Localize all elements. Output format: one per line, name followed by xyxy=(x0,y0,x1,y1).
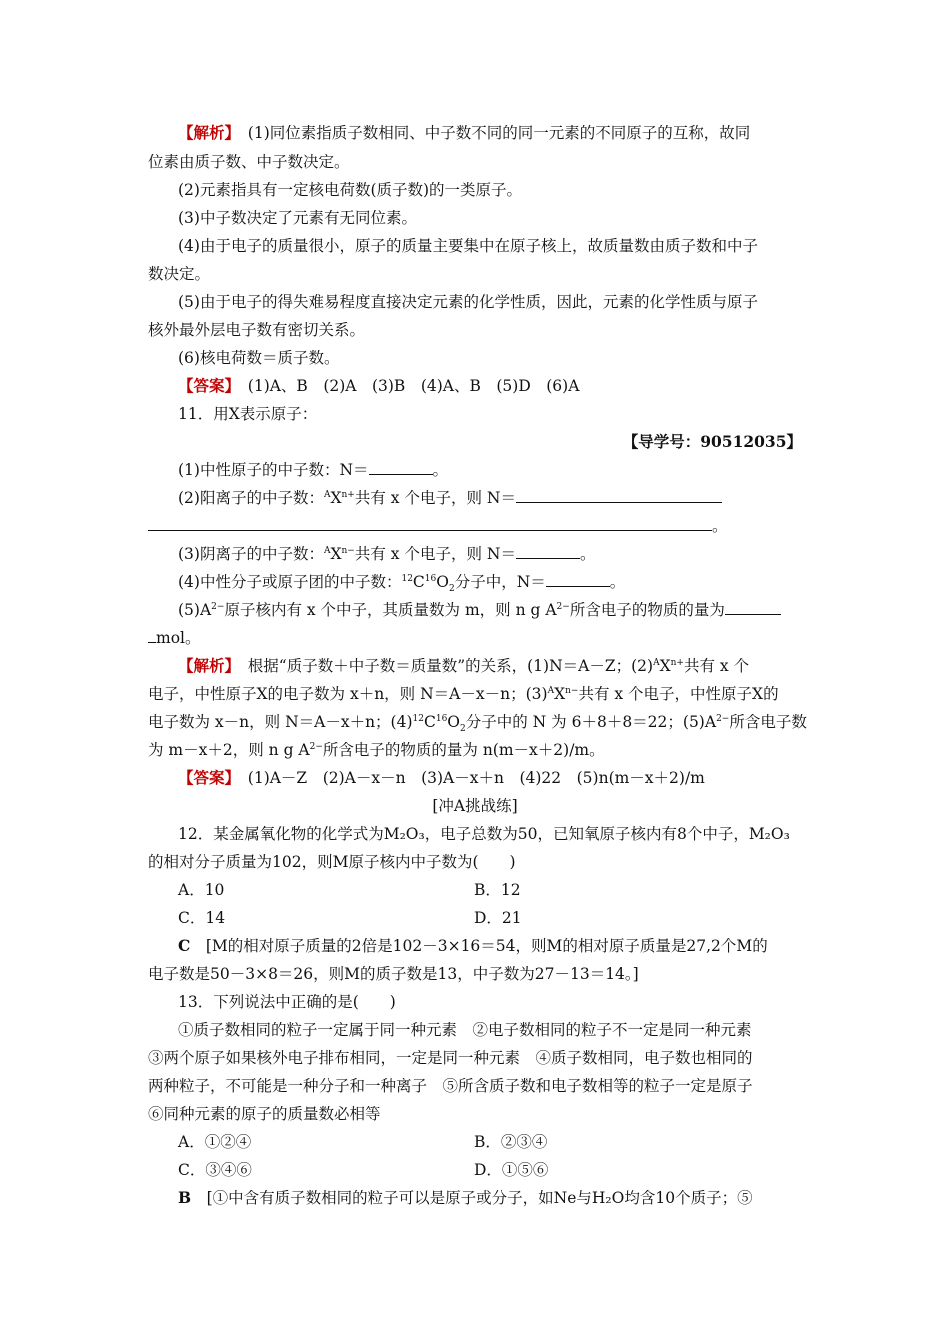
analysis-tag: 【解析】 xyxy=(178,123,233,142)
analysis-line: (6)核电荷数＝质子数。 xyxy=(178,349,340,367)
analysis-line: 电子数为 x－n，则 N＝A－x＋n；$(4)^{12}C^{16}O_2$分子中的 N 为 6＋8＋8＝22；$(5)A^{2-}$所含电子数 xyxy=(148,713,807,735)
sub-question: (2)阳离子的中子数：$^AX^{n+}$共有 x 个电子，则 N＝ xyxy=(178,488,722,508)
question-stem: 的相对分子质量为102，则M原子核内中子数为( ) xyxy=(148,853,516,871)
sub-question: (1)中性原子的中子数：N＝ 。 xyxy=(178,461,449,479)
analysis-line: 位素由质子数、中子数决定。 xyxy=(148,153,350,171)
answer-line: 【答案】 (1)A－Z (2)A－x－n (3)A－x＋n (4)22 (5)n(m－x＋2)/m xyxy=(178,768,705,787)
section-title: [冲A挑战练] xyxy=(432,797,518,815)
analysis-line: (3)中子数决定了元素有无同位素。 xyxy=(178,209,417,227)
option-d[interactable]: D．21 xyxy=(474,909,522,927)
answer-blank[interactable] xyxy=(369,460,433,475)
option-row xyxy=(178,880,224,900)
option-a[interactable]: A．10 xyxy=(178,881,225,899)
option-c[interactable]: C．③④⑥ xyxy=(178,1161,252,1179)
option-c[interactable]: C．14 xyxy=(178,909,226,927)
analysis-line: 数决定。 xyxy=(148,265,211,283)
analysis-line: 【解析】 根据“质子数＋中子数＝质量数”的关系，(1)N＝A－Z；$(2)^AX^{n+}$共有 x 个 xyxy=(178,656,750,675)
statement-line: ⑥同种元素的原子的质量数必相等 xyxy=(148,1105,381,1123)
statement-line: ③两个原子如果核外电子排布相同，一定是同一种元素 ④质子数相同，电子数也相同的 xyxy=(148,1049,753,1067)
explanation-line: B [①中含有质子数相同的粒子可以是原子或分子，如Ne与H₂O均含10个质子；⑤ xyxy=(178,1188,753,1207)
statement-line: ①质子数相同的粒子一定属于同一种元素 ②电子数相同的粒子不一定是同一种元素 xyxy=(178,1021,752,1039)
option-d[interactable]: D．①⑤⑥ xyxy=(474,1161,549,1179)
answer-key: C xyxy=(178,936,191,955)
analysis-line: 核外最外层电子数有密切关系。 xyxy=(148,321,366,339)
analysis-line: 为 m－x＋2，则 n g $A^{2-}$所含电子的物质的量为 n(m－x＋2)/m。 xyxy=(148,741,605,759)
analysis-line: 【解析】 (1)同位素指质子数相同、中子数不同的同一元素的不同原子的互称，故同 xyxy=(178,123,751,142)
analysis-line: (5)由于电子的得失难易程度直接决定元素的化学性质，因此，元素的化学性质与原子 xyxy=(178,293,758,311)
question-stem: 11．用X表示原子： xyxy=(178,405,318,423)
question-stem: 13．下列说法中正确的是( ) xyxy=(178,993,396,1011)
answer-blank[interactable] xyxy=(725,600,781,615)
explanation-line: C [M的相对原子质量的2倍是102－3×16＝54，则M的相对原子质量是27,2个M的 xyxy=(178,936,768,955)
option-b[interactable]: B．②③④ xyxy=(474,1133,548,1151)
answer-blank[interactable] xyxy=(516,488,722,503)
answer-tag: 【答案】 xyxy=(178,376,233,395)
analysis-line: (2)元素指具有一定核电荷数(质子数)的一类原子。 xyxy=(178,181,523,199)
sub-question-cont: mol。 xyxy=(148,628,201,648)
answer-blank[interactable] xyxy=(546,572,610,587)
answer-blank[interactable] xyxy=(148,516,712,531)
sub-question: $(5)A^{2-}$原子核内有 x 个中子，其质量数为 m，则 n g $A^{2-}$所含电子的物质的量为 xyxy=(178,600,781,620)
answer-blank[interactable] xyxy=(516,544,580,559)
sub-question-cont: 。 xyxy=(148,516,728,536)
option-a[interactable]: A．①②④ xyxy=(178,1133,252,1151)
guide-number: 【导学号：90512035】 xyxy=(622,432,802,451)
answer-tag: 【答案】 xyxy=(178,768,233,787)
sub-question: (3)阴离子的中子数：$^AX^{n-}$共有 x 个电子，则 N＝ 。 xyxy=(178,545,596,563)
answer-blank[interactable] xyxy=(148,628,156,643)
answer-key: B xyxy=(178,1188,192,1207)
sub-question: (4)中性分子或原子团的中子数：$^{12}C^{16}O_2$分子中，N＝ 。 xyxy=(178,573,626,595)
question-stem: 12．某金属氧化物的化学式为M₂O₃，电子总数为50，已知氧原子核内有8个中子，M₂O₃ xyxy=(178,825,790,843)
answer-line: 【答案】 (1)A、B (2)A (3)B (4)A、B (5)D (6)A xyxy=(178,376,580,395)
option-b[interactable]: B．12 xyxy=(474,881,521,899)
statement-line: 两种粒子，不可能是一种分子和一种离子 ⑤所含质子数和电子数相等的粒子一定是原子 xyxy=(148,1077,753,1095)
analysis-line: (4)由于电子的质量很小，原子的质量主要集中在原子核上，故质量数由质子数和中子 xyxy=(178,237,758,255)
analysis-tag: 【解析】 xyxy=(178,656,233,675)
explanation-line: 电子数是50－3×8＝26，则M的质子数是13，中子数为27－13＝14。] xyxy=(148,965,639,983)
analysis-line: 电子，中性原子X的电子数为 x＋n，则 N＝A－x－n；$(3)^AX^{n-}$共有 x 个电子，中性原子X的 xyxy=(148,685,779,703)
